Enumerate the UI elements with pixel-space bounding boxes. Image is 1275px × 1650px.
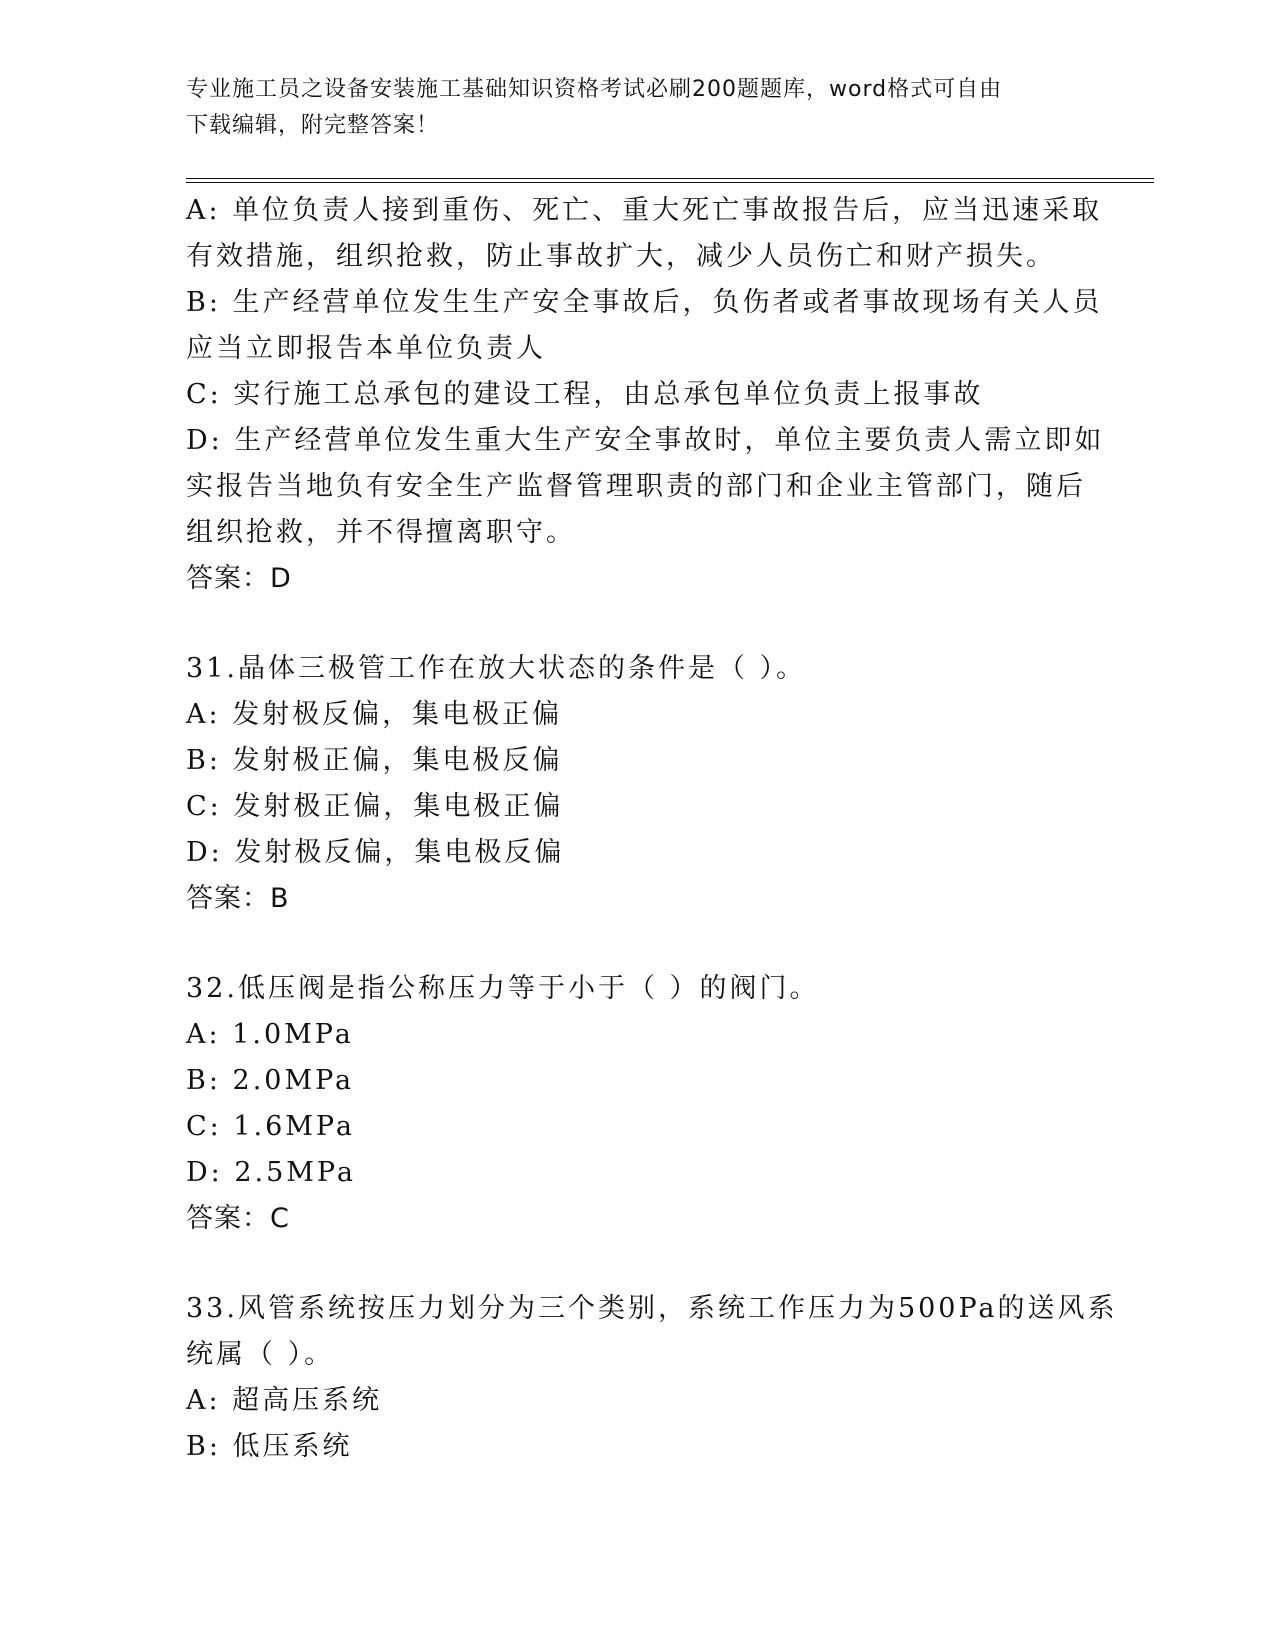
- header-line-1: 专业施工员之设备安装施工基础知识资格考试必刷200题题库，word格式可自由: [186, 77, 1003, 102]
- question-block-30: [186, 188, 1105, 602]
- answer-label: 答案：B: [186, 883, 290, 914]
- question-block-33: [186, 1286, 1118, 1470]
- option-b-line-2: 应当立即报告本单位负责人: [186, 333, 546, 364]
- header-line-2: 下载编辑，附完整答案！: [186, 113, 440, 138]
- option-b: B: 发射极正偏，集电极反偏: [186, 745, 563, 776]
- question-stem-line-1: 33.风管系统按压力划分为三个类别，系统工作压力为500Pa的送风系: [186, 1293, 1118, 1324]
- option-b: B: 低压系统: [186, 1431, 353, 1462]
- question-block-31: [186, 646, 1086, 922]
- option-c: C: 1.6MPa: [186, 1111, 355, 1142]
- answer-label: 答案：D: [186, 563, 292, 594]
- option-d-line-3: 组织抢救，并不得擅离职守。: [186, 517, 576, 548]
- answer-label: 答案：C: [186, 1203, 290, 1234]
- question-stem-line-2: 统属（ ）。: [186, 1339, 335, 1370]
- question-stem: 32.低压阀是指公称压力等于小于（ ）的阀门。: [186, 973, 820, 1004]
- option-a: A: 超高压系统: [186, 1385, 383, 1416]
- question-block-32: [186, 966, 1086, 1242]
- option-a: A: 发射极反偏，集电极正偏: [186, 699, 563, 730]
- option-d-line-1: D: 生产经营单位发生重大生产安全事故时，单位主要负责人需立即如: [186, 425, 1105, 456]
- option-d: D: 发射极反偏，集电极反偏: [186, 837, 565, 868]
- option-b: B: 2.0MPa: [186, 1065, 355, 1096]
- option-b-line-1: B: 生产经营单位发生生产安全事故后，负伤者或者事故现场有关人员: [186, 287, 1103, 318]
- document-header: [186, 72, 1086, 144]
- question-stem: 31.晶体三极管工作在放大状态的条件是（ ）。: [186, 653, 807, 684]
- option-d-line-2: 实报告当地负有安全生产监督管理职责的部门和企业主管部门，随后: [186, 471, 1086, 502]
- option-c: C: 实行施工总承包的建设工程，由总承包单位负责上报事故: [186, 379, 984, 410]
- option-a-line-1: A: 单位负责人接到重伤、死亡、重大死亡事故报告后，应当迅速采取: [186, 195, 1103, 226]
- option-c: C: 发射极正偏，集电极正偏: [186, 791, 564, 822]
- option-a: A: 1.0MPa: [186, 1019, 354, 1050]
- option-a-line-2: 有效措施，组织抢救，防止事故扩大，减少人员伤亡和财产损失。: [186, 241, 1056, 272]
- document-body: [186, 188, 1118, 1470]
- option-d: D: 2.5MPa: [186, 1157, 356, 1188]
- header-double-rule: [186, 178, 1154, 183]
